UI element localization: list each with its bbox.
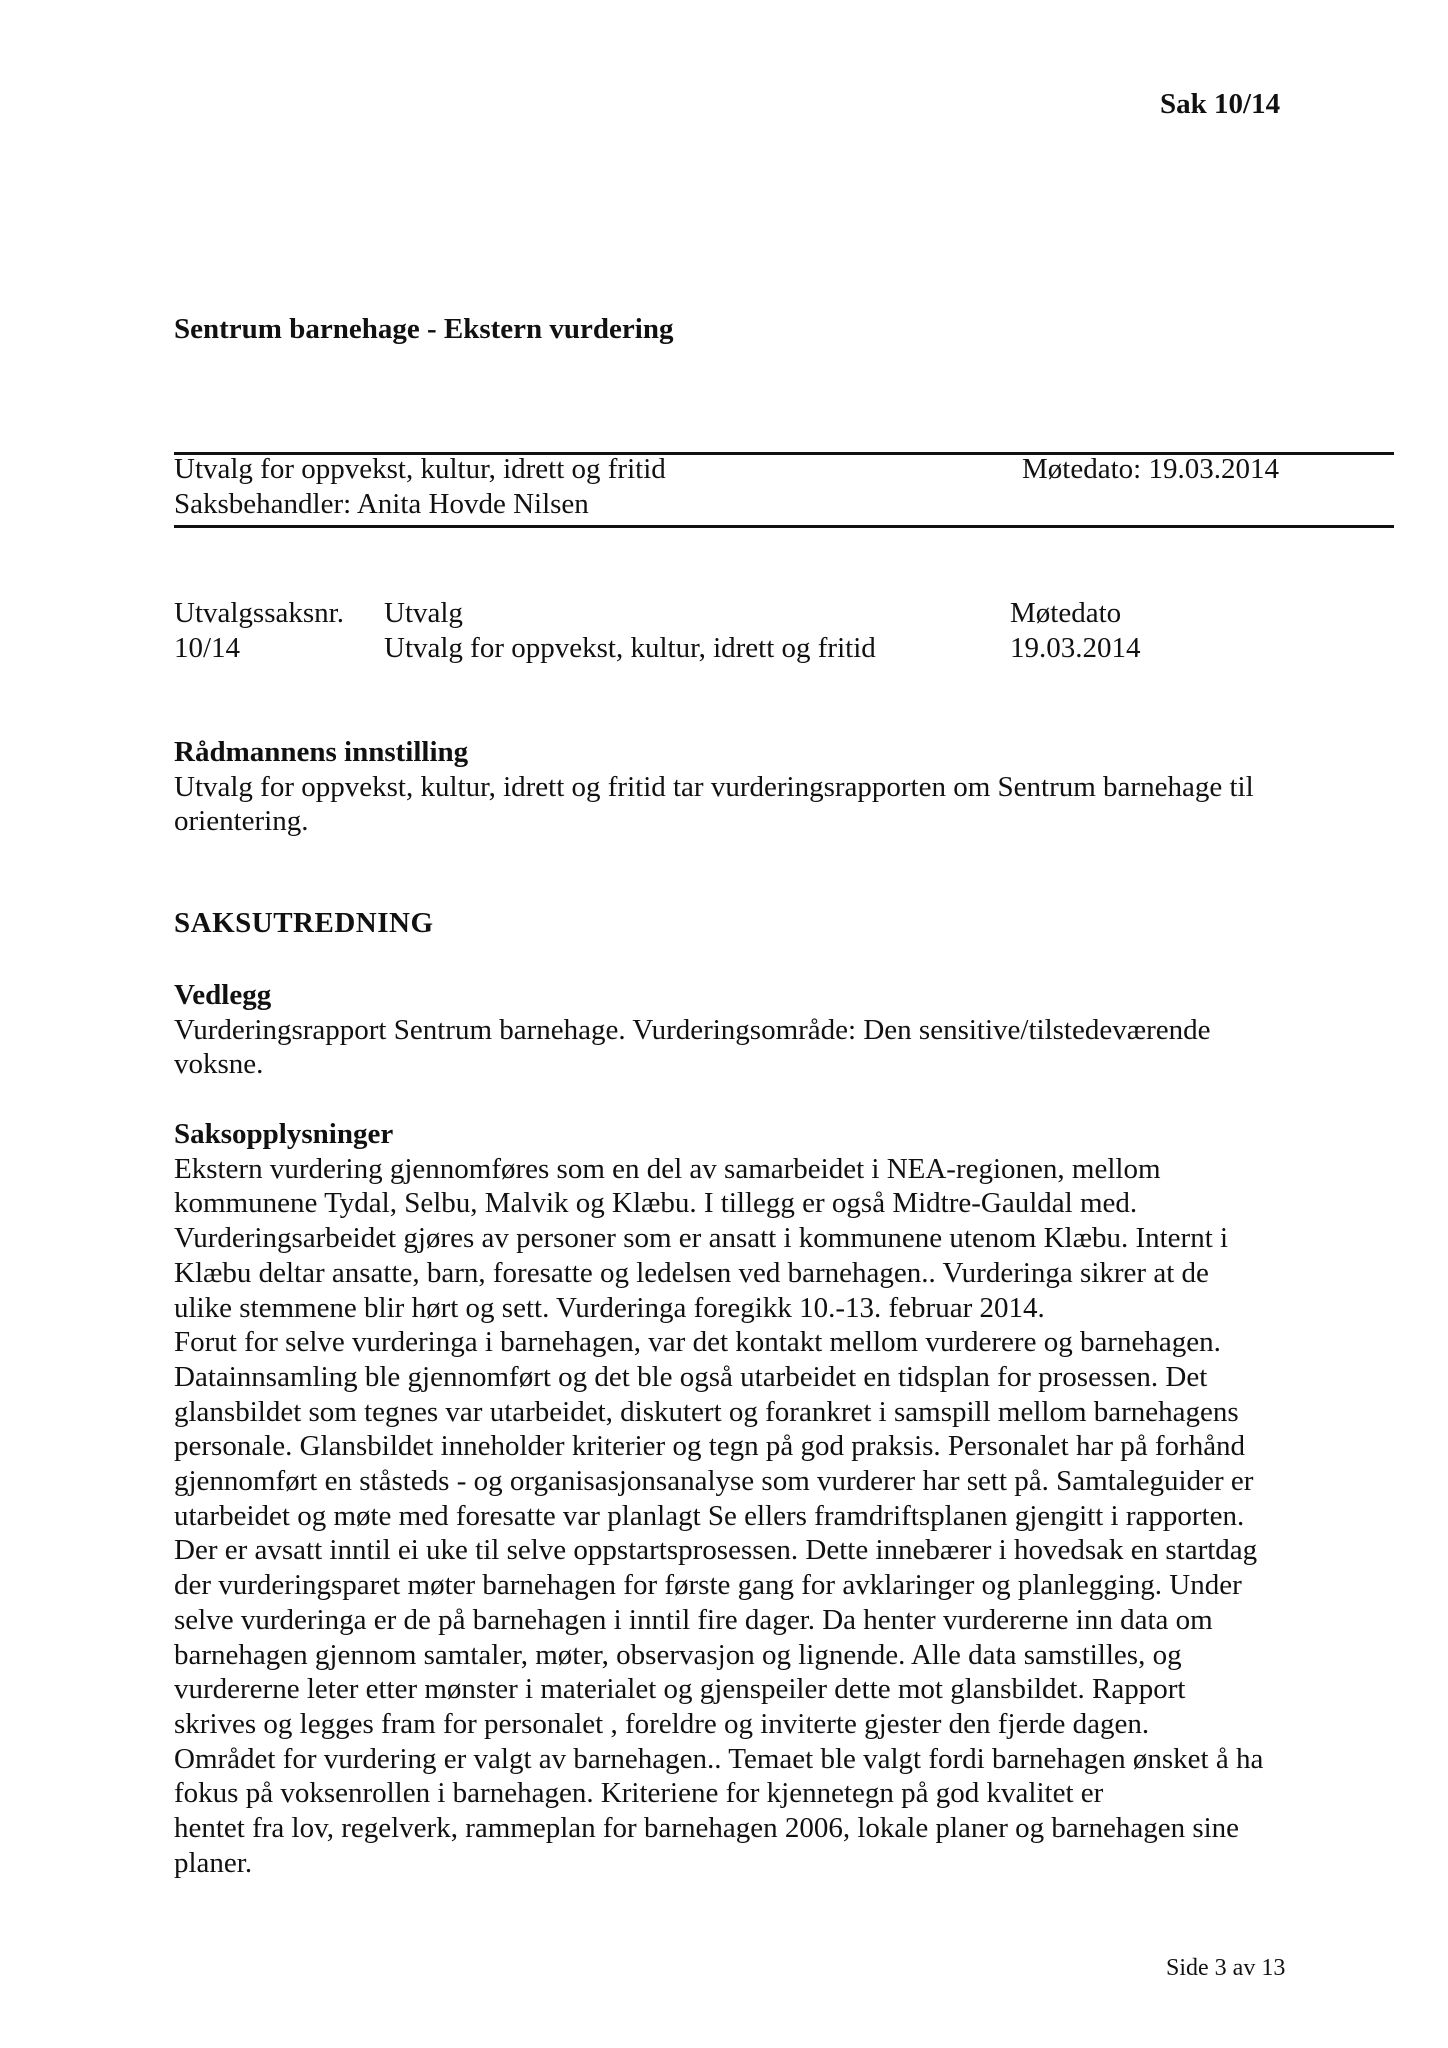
page-number: Side 3 av 13 <box>1166 1955 1286 1981</box>
case-officer: Saksbehandler: Anita Hovde Nilsen <box>174 488 589 520</box>
case-info-line: selve vurderinga er de på barnehagen i inntil fire dager. Da henter vurdererne inn data om <box>174 1603 1213 1636</box>
header-committee: Utvalg <box>384 597 463 629</box>
document-title: Sentrum barnehage - Ekstern vurdering <box>174 313 674 345</box>
attachments-heading: Vedlegg <box>174 979 272 1011</box>
divider-bottom <box>174 525 1394 528</box>
case-info-line: personale. Glansbildet inneholder kriterier og tegn på god praksis. Personalet har på forhånd <box>174 1430 1246 1463</box>
header-meeting-date: Møtedato <box>1010 597 1122 629</box>
case-info-line: Klæbu deltar ansatte, barn, foresatte og ledelsen ved barnehagen.. Vurderinga sikrer at de <box>174 1256 1209 1289</box>
case-info-line: kommunene Tydal, Selbu, Malvik og Klæbu. I tillegg er også Midtre-Gauldal med. <box>174 1187 1138 1220</box>
case-table-header <box>174 596 1174 631</box>
case-info-line: Der er avsatt inntil ei uke til selve oppstartsprosessen. Dette innebærer i hovedsak en startdag <box>174 1534 1258 1567</box>
case-info-section <box>174 1117 1359 1880</box>
case-info-line: Vurderingsarbeidet gjøres av personer som er ansatt i kommunene utenom Klæbu. Internt i <box>174 1222 1229 1255</box>
attachments-line: Vurderingsrapport Sentrum barnehage. Vurderingsområde: Den sensitive/tilstedeværende <box>174 1013 1211 1046</box>
committee-name: Utvalg for oppvekst, kultur, idrett og fritid <box>174 453 666 485</box>
case-info-line: barnehagen gjennom samtaler, møter, observasjon og lignende. Alle data samstilles, og <box>174 1638 1182 1671</box>
case-reference: Sak 10/14 <box>1160 88 1281 120</box>
attachments-line: voksne. <box>174 1048 264 1081</box>
case-info-line: planer. <box>174 1846 253 1879</box>
case-report-heading: SAKSUTREDNING <box>174 907 434 939</box>
case-info-line: fokus på voksenrollen i barnehagen. Kriteriene for kjennetegn på god kvalitet er <box>174 1777 1104 1810</box>
cell-case-number: 10/14 <box>174 632 241 664</box>
case-table <box>174 596 1174 666</box>
case-info-line: der vurderingsparet møter barnehagen for første gang for avklaringer og planlegging. Under <box>174 1569 1242 1602</box>
header-case-number: Utvalgssaksnr. <box>174 597 344 629</box>
cell-meeting-date: 19.03.2014 <box>1010 632 1141 664</box>
recommendation-section <box>174 735 1359 839</box>
case-info-line: gjennomført en ståsteds - og organisasjonsanalyse som vurderer har sett på. Samtaleguider er <box>174 1465 1254 1498</box>
case-info-line: Området for vurdering er valgt av barnehagen.. Temaet ble valgt fordi barnehagen ønsket å ha <box>174 1742 1264 1775</box>
case-info-line: skrives og legges fram for personalet , foreldre og inviterte gjester den fjerde dagen. <box>174 1707 1150 1740</box>
recommendation-line: Utvalg for oppvekst, kultur, idrett og fritid tar vurderingsrapporten om Sentrum barnehage til <box>174 770 1254 803</box>
case-info-heading: Saksopplysninger <box>174 1118 394 1150</box>
case-info-line: Datainnsamling ble gjennomført og det ble også utarbeidet en tidsplan for prosessen. Det <box>174 1360 1208 1393</box>
attachments-section <box>174 978 1359 1082</box>
case-info-line: Forut for selve vurderinga i barnehagen, var det kontakt mellom vurderere og barnehagen. <box>174 1326 1221 1359</box>
meeting-date: Møtedato: 19.03.2014 <box>1022 453 1279 485</box>
case-info-line: utarbeidet og møte med foresatte var planlagt Se ellers framdriftsplanen gjengitt i rapporten. <box>174 1499 1245 1532</box>
recommendation-heading: Rådmannens innstilling <box>174 736 469 768</box>
case-info-line: Ekstern vurdering gjennomføres som en del av samarbeidet i NEA-regionen, mellom <box>174 1152 1161 1185</box>
table-row <box>174 631 1174 666</box>
case-info-line: ulike stemmene blir hørt og sett. Vurderinga foregikk 10.-13. februar 2014. <box>174 1291 1045 1324</box>
case-info-line: glansbildet som tegnes var utarbeidet, diskutert og forankret i samspill mellom barnehagens <box>174 1395 1239 1428</box>
cell-committee: Utvalg for oppvekst, kultur, idrett og fritid <box>384 632 876 664</box>
case-info-line: vurdererne leter etter mønster i materialet og gjenspeiler dette mot glansbildet. Rapport <box>174 1673 1186 1706</box>
recommendation-line: orientering. <box>174 805 309 838</box>
case-info-line: hentet fra lov, regelverk, rammeplan for barnehagen 2006, lokale planer og barnehagen sine <box>174 1812 1240 1845</box>
